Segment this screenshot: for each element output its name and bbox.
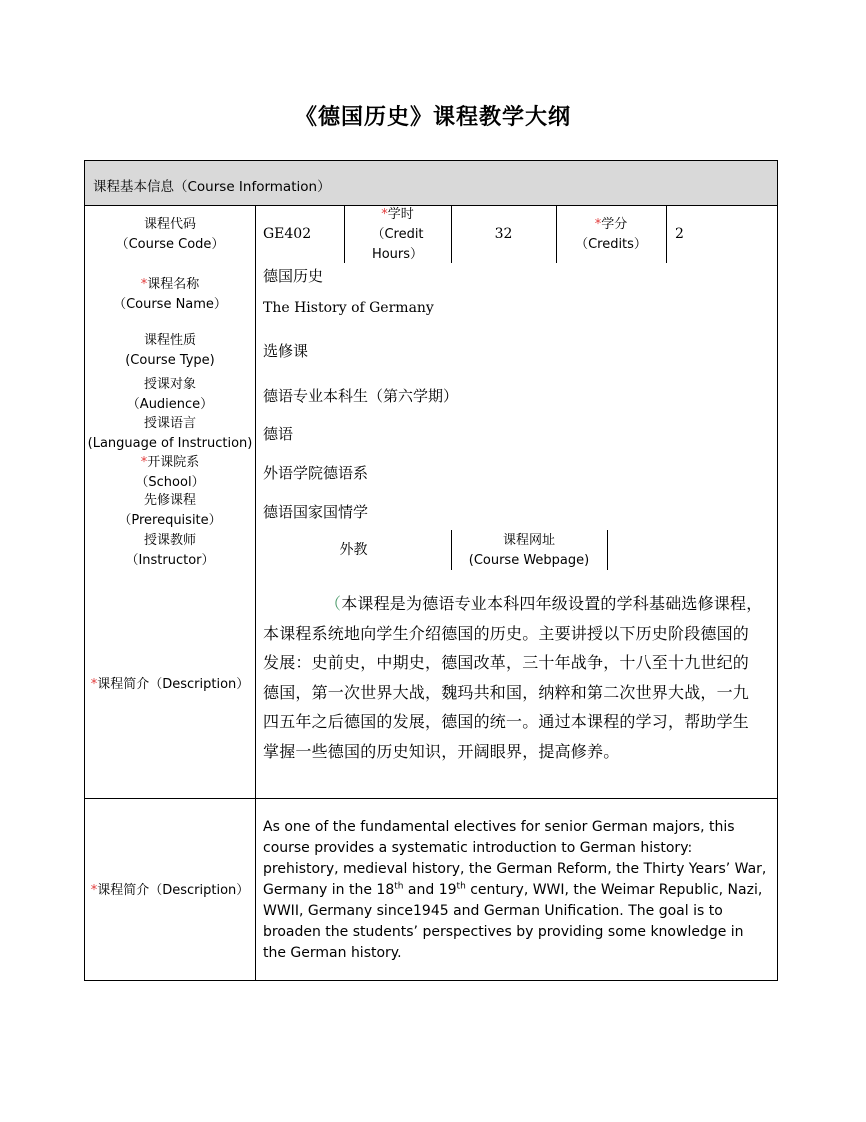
description-zh-label: *课程简介（Description） bbox=[90, 677, 250, 692]
description-en-label: *课程简介（Description） bbox=[90, 883, 250, 898]
school-value: 外语学院德语系 bbox=[263, 464, 369, 482]
instructor-label: 授课教师 （Instructor） bbox=[125, 533, 215, 568]
instructor-value: 外教 bbox=[339, 542, 368, 558]
course-webpage-label: 课程网址 (Course Webpage) bbox=[468, 533, 590, 568]
school-label: *开课院系 （School） bbox=[135, 455, 205, 490]
language-label: 授课语言 (Language of Instruction) bbox=[87, 416, 253, 451]
course-info-table bbox=[84, 160, 778, 981]
description-divider bbox=[85, 798, 777, 799]
credits-label: *学分 （Credits） bbox=[575, 217, 647, 252]
credits-value: 2 bbox=[675, 226, 684, 242]
course-code-value: GE402 bbox=[263, 226, 312, 242]
row-divider bbox=[607, 530, 608, 570]
course-name-en: The History of Germany bbox=[263, 300, 434, 316]
credit-hours-label: *学时 （Credit Hours） bbox=[371, 207, 424, 262]
course-type-value: 选修课 bbox=[263, 342, 309, 360]
prerequisite-label: 先修课程 （Prerequisite） bbox=[118, 493, 222, 528]
audience-value: 德语专业本科生（第六学期） bbox=[263, 387, 459, 405]
audience-label: 授课对象 （Audience） bbox=[126, 377, 214, 412]
row-divider bbox=[666, 205, 667, 263]
course-code-label: 课程代码 （Course Code） bbox=[115, 217, 225, 252]
label-column-divider bbox=[255, 205, 256, 981]
description-en-text: As one of the fundamental electives for senior German majors, this course provides a systematic introduction to German history: prehistory, medieval history, the German Reform, the Thirty Years’ War, Germany in the 18th and 19th century, WWI, the Weimar Republic, Nazi, WWII, Germany since1945 and German Unification. The goal is to broaden the students’ perspectives by providing some knowledge in the German history. bbox=[263, 819, 767, 961]
page-title: 《德国历史》课程教学大纲 bbox=[294, 105, 571, 130]
course-name-label: *课程名称 （Course Name） bbox=[113, 277, 227, 312]
course-type-label: 课程性质 (Course Type) bbox=[125, 333, 215, 368]
credit-hours-value: 32 bbox=[494, 226, 513, 242]
course-name-zh: 德国历史 bbox=[263, 267, 324, 285]
table-header-text: 课程基本信息（Course Information） bbox=[93, 179, 331, 195]
prerequisite-value: 德语国家国情学 bbox=[263, 503, 369, 521]
language-value: 德语 bbox=[263, 425, 294, 443]
description-zh-text: （本课程是为德语专业本科四年级设置的学科基础选修课程， 本课程系统地向学生介绍德国的历史。主要讲授以下历史阶段德国的 发展：史前史，中期史，德国改革，三十年战争，十八至十九世纪的 德国，第一次世界大战，魏玛共和国，纳粹和第二次世界大战，一九 四五年之后德国的发展，德国的统一。通过本课程的学习，帮助学生 掌握一些德国的历史知识，开阔眼界，提高修养。 bbox=[263, 594, 763, 761]
